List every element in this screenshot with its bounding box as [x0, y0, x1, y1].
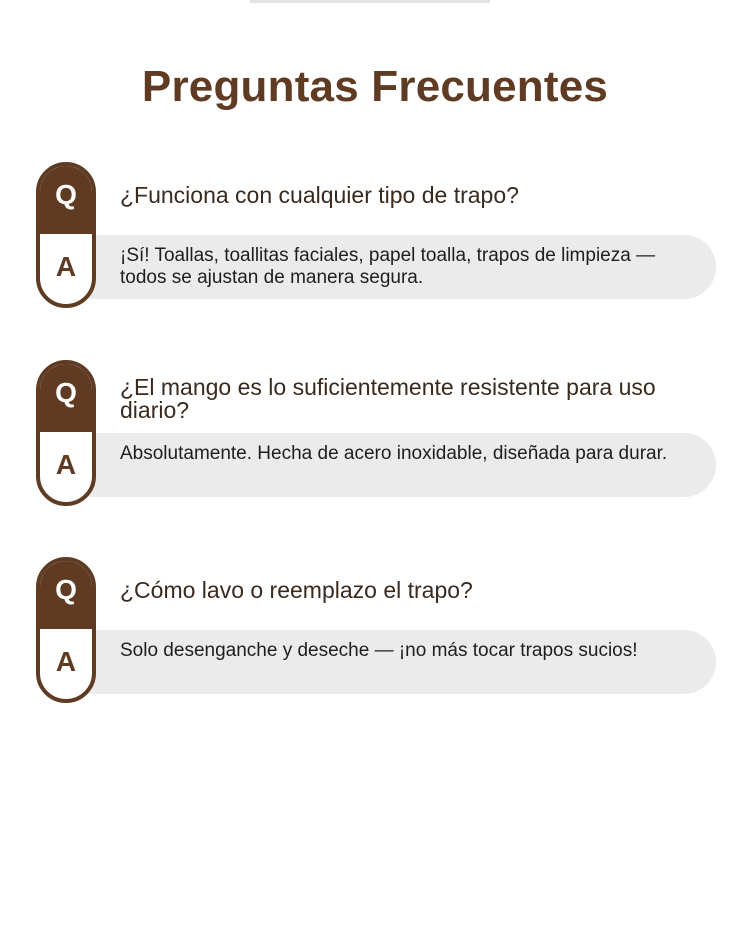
top-divider — [250, 0, 490, 3]
answer-badge-letter: A — [55, 251, 77, 282]
question-badge-letter: Q — [55, 377, 77, 408]
faq-item — [36, 557, 718, 703]
faq-answer: ¡Sí! Toallas, toallitas faciales, papel toalla, trapos de limpieza — todos se ajustan de manera segura. — [120, 245, 656, 288]
qa-badge — [36, 557, 96, 703]
faq-question: ¿Cómo lavo o reemplazo el trapo? — [120, 577, 473, 603]
qa-badge — [36, 360, 96, 506]
faq-answer: Solo desenganche y deseche — ¡no más tocar trapos sucios! — [120, 640, 638, 661]
faq-item — [36, 360, 718, 506]
faq-question: ¿El mango es lo suficientemente resistente para uso diario? — [120, 374, 656, 423]
question-badge-letter: Q — [55, 574, 77, 605]
faq-answer: Absolutamente. Hecha de acero inoxidable, diseñada para durar. — [120, 443, 668, 464]
faq-question: ¿Funciona con cualquier tipo de trapo? — [120, 182, 519, 208]
question-badge-letter: Q — [55, 179, 77, 210]
answer-badge-letter: A — [55, 646, 77, 677]
page-title: Preguntas Frecuentes — [141, 62, 609, 111]
answer-badge-letter: A — [55, 449, 77, 480]
qa-badge — [36, 162, 96, 308]
faq-item — [36, 162, 718, 308]
